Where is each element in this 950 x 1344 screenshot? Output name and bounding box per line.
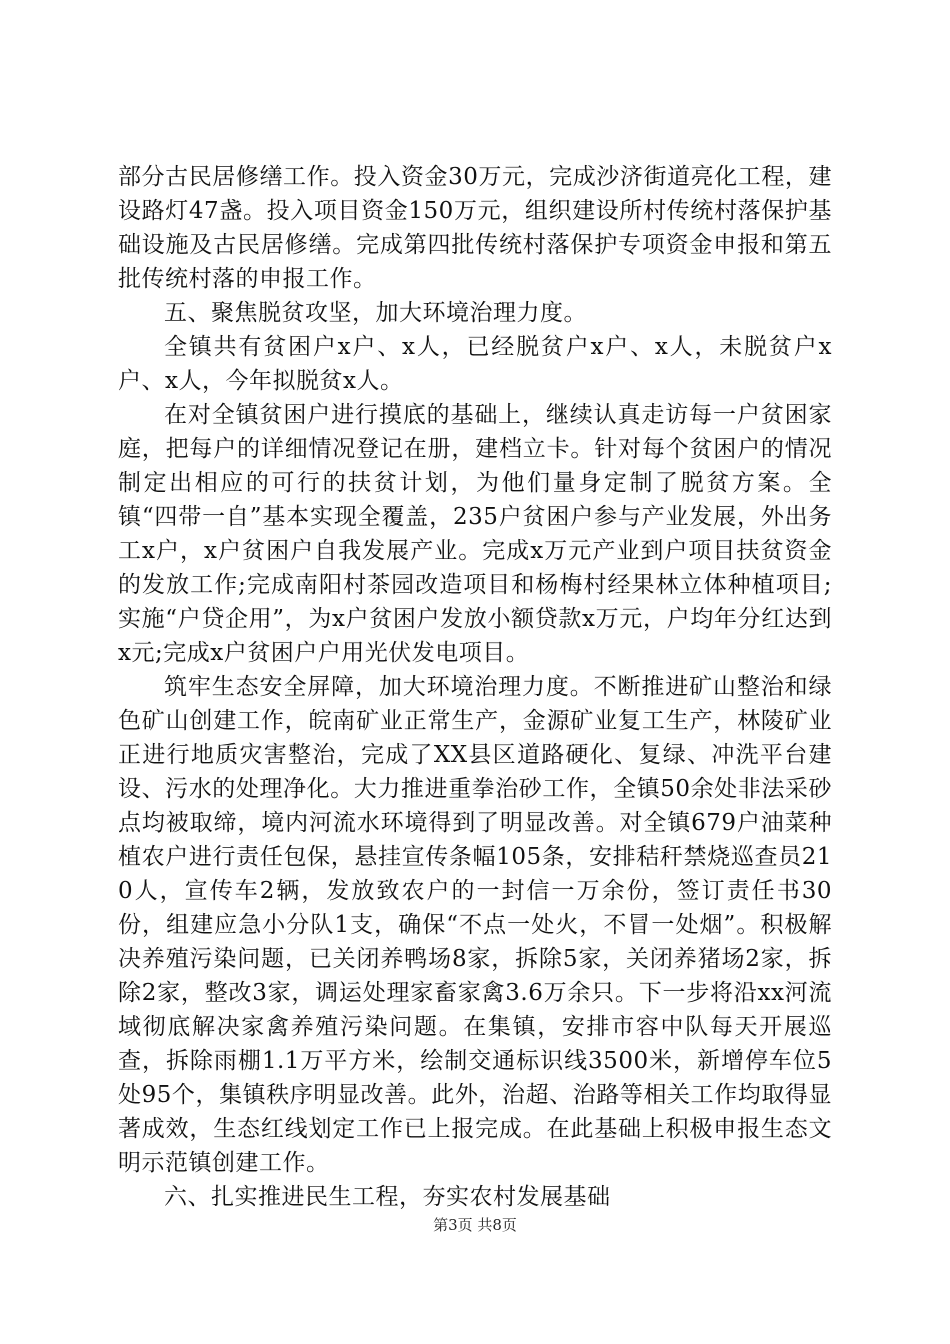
- document-body: [118, 160, 832, 1214]
- page-number-footer: 第3页 共8页: [433, 1216, 517, 1234]
- paragraph-poverty-measures: 在对全镇贫困户进行摸底的基础上，继续认真走访每一户贫困家庭，把每户的详细情况登记在册，建档立卡。针对每个贫困户的情况制定出相应的可行的扶贫计划，为他们量身定制了脱贫方案。全镇“四带一自”基本实现全覆盖，235户贫困户参与产业发展，外出务工x户，x户贫困户自我发展产业。完成x万元产业到户项目扶贫资金的发放工作;完成南阳村茶园改造项目和杨梅村经果林立体种植项目;实施“户贷企用”，为x户贫困户发放小额贷款x万元，户均年分红达到x元;完成x户贫困户户用光伏发电项目。: [118, 402, 832, 666]
- section-heading-six: 六、扎实推进民生工程，夯实农村发展基础: [164, 1184, 611, 1210]
- paragraph-continuation: 部分古民居修缮工作。投入资金30万元，完成沙济街道亮化工程，建设路灯47盏。投入项目资金150万元，组织建设所村传统村落保护基础设施及古民居修缮。完成第四批传统村落保护专项资金申报和第五批传统村落的申报工作。: [118, 164, 832, 292]
- paragraph-poverty-stats: 全镇共有贫困户x户、x人，已经脱贫户x户、x人，未脱贫户x户、x人，今年拟脱贫x人。: [118, 334, 832, 394]
- paragraph-ecology: 筑牢生态安全屏障，加大环境治理力度。不断推进矿山整治和绿色矿山创建工作，皖南矿业正常生产，金源矿业复工生产，林陵矿业正进行地质灾害整治，完成了XX县区道路硬化、复绿、冲洗平台建设、污水的处理净化。大力推进重拳治砂工作，全镇50余处非法采砂点均被取缔，境内河流水环境得到了明显改善。对全镇679户油菜种植农户进行责任包保，悬挂宣传条幅105条，安排秸秆禁烧巡查员210人，宣传车2辆，发放致农户的一封信一万余份，签订责任书30份，组建应急小分队1支，确保“不点一处火，不冒一处烟”。积极解决养殖污染问题，已关闭养鸭场8家，拆除5家，关闭养猪场2家，拆除2家，整改3家，调运处理家畜家禽3.6万余只。下一步将沿xx河流域彻底解决家禽养殖污染问题。在集镇，安排市容中队每天开展巡查，拆除雨棚1.1万平方米，绘制交通标识线3500米，新增停车位5处95个，集镇秩序明显改善。此外，治超、治路等相关工作均取得显著成效，生态红线划定工作已上报完成。在此基础上积极申报生态文明示范镇创建工作。: [118, 674, 832, 1176]
- section-heading-five: 五、聚焦脱贫攻坚，加大环境治理力度。: [164, 300, 587, 326]
